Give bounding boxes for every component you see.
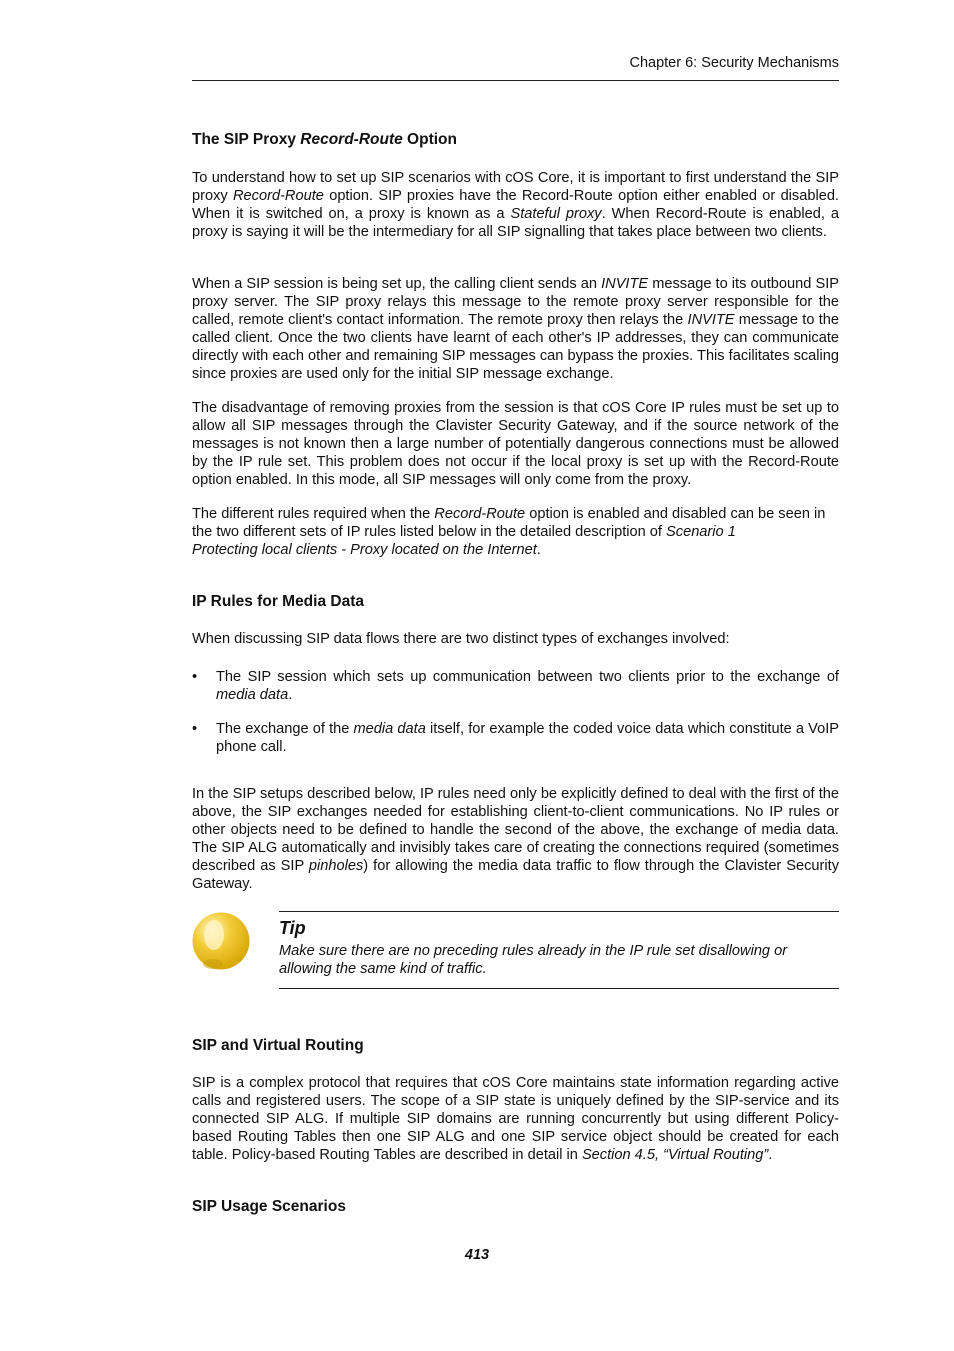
list-item: • The exchange of the media data itself, for example the coded voice data which constitute a VoIP phone call. (192, 721, 839, 755)
header-rule (192, 80, 839, 81)
lightbulb-icon (192, 912, 252, 972)
running-header: Chapter 6: Security Mechanisms (629, 55, 839, 71)
section-heading-virtual-routing: SIP and Virtual Routing (192, 1037, 364, 1054)
section-heading-usage-scenarios: SIP Usage Scenarios (192, 1198, 346, 1215)
paragraph: In the SIP setups described below, IP rules need only be explicitly defined to deal with the first of the above, the SIP exchanges needed for establishing client-to-client communications. No IP rules or other objects need to be defined to handle the second of the above, the exchange of media data. The SIP ALG automatically and invisibly takes care of creating the connections required (sometimes described as SIP pinholes) for allowing the media data traffic to flow through the Clavister Security Gateway. (192, 786, 839, 892)
page-number: 413 (464, 1247, 490, 1263)
list-item: • The SIP session which sets up communication between two clients prior to the exchange of media data. (192, 669, 839, 703)
paragraph: SIP is a complex protocol that requires that cOS Core maintains state information regarding active calls and registered users. The scope of a SIP state is uniquely defined by the SIP-service and its connected SIP ALG. If multiple SIP domains are running concurrently but using different Policy-based Routing Tables then one SIP ALG and one SIP service object should be created for each table. Policy-based Routing Tables are described in detail in Section 4.5, “Virtual Routing”. (192, 1075, 839, 1163)
paragraph: The disadvantage of removing proxies from the session is that cOS Core IP rules must be set up to allow all SIP messages through the Clavister Security Gateway, and if the source network of the messages is not known then a large number of potentially dangerous connections must be allowed by the IP rule set. This problem does not occur if the local proxy is set up with the Record-Route option enabled. In this mode, all SIP messages will only come from the proxy. (192, 400, 839, 488)
section-heading-ip-rules: IP Rules for Media Data (192, 593, 364, 610)
tip-box (279, 911, 839, 989)
tip-title: Tip (279, 918, 306, 938)
lightbulb-icon-graphic (192, 912, 252, 972)
bullet-list (192, 668, 839, 756)
paragraph: To understand how to set up SIP scenarios with cOS Core, it is important to first understand the SIP proxy Record-Route option. SIP proxies have the Record-Route option either enabled or disabled. When it is switched on, a proxy is known as a Stateful proxy. When Record-Route is enabled, a proxy is saying it will be the intermediary for all SIP signalling that takes place between two clients. (192, 170, 840, 240)
paragraph: When discussing SIP data flows there are two distinct types of exchanges involved: (192, 631, 730, 647)
paragraph: The different rules required when the Record-Route option is enabled and disabled can be seen in the two different sets of IP rules listed below in the detailed description of Scenario 1 Protecting local clients - Proxy located on the Internet. (192, 506, 826, 558)
tip-text: Make sure there are no preceding rules already in the IP rule set disallowing or allowing the same kind of traffic. (279, 943, 788, 977)
paragraph: When a SIP session is being set up, the calling client sends an INVITE message to its outbound SIP proxy server. The SIP proxy relays this message to the remote proxy server responsible for the called, remote client's contact information. The remote proxy then relays the INVITE message to the called client. Once the two clients have learnt of each other's IP addresses, they can communicate directly with each other and remaining SIP messages can bypass the proxies. This facilitates scaling since proxies are used only for the initial SIP message exchange. (192, 276, 839, 382)
section-heading-record-route: The SIP Proxy Record-Route Option (192, 131, 457, 148)
